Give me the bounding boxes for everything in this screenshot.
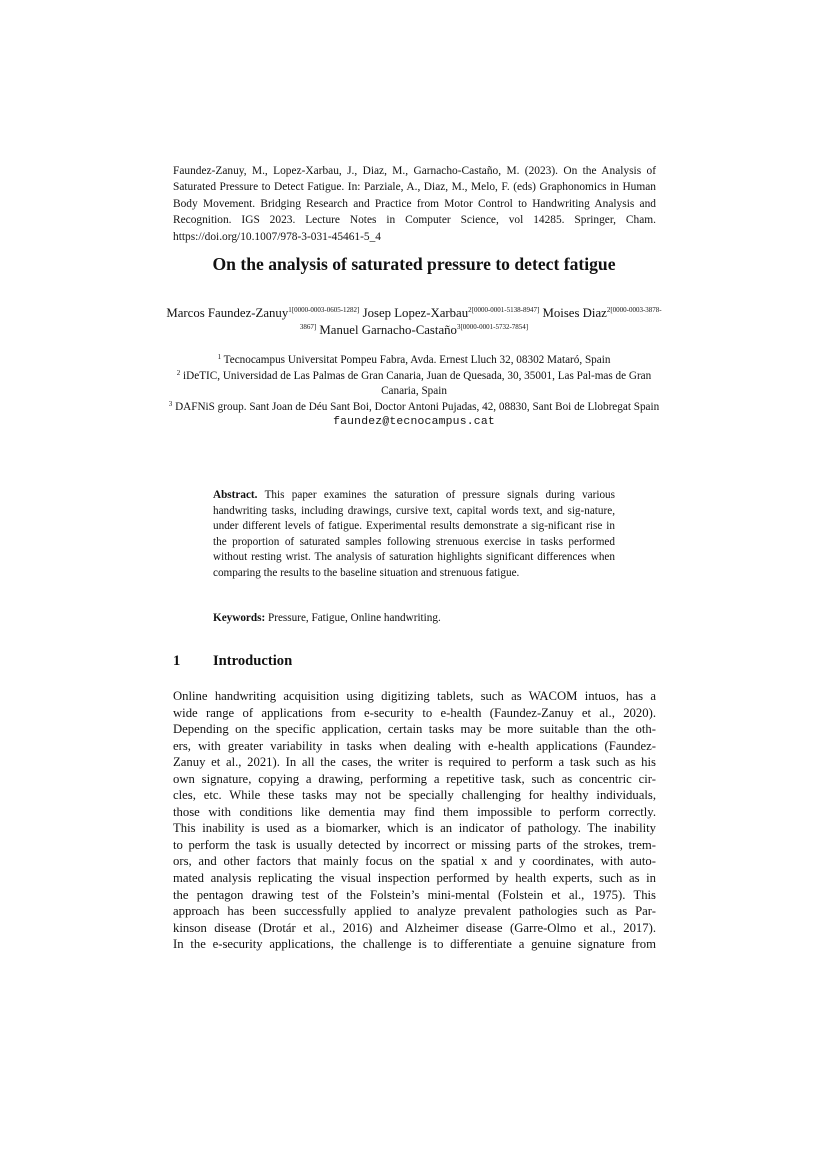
affiliation-item xyxy=(168,369,660,400)
abstract xyxy=(213,488,615,582)
affiliation-marker: 2 xyxy=(176,368,181,377)
author-orcid: 3[0000-0001-5732-7854] xyxy=(456,322,529,331)
keywords xyxy=(213,611,615,627)
body-text-line: mated analysis replicating the visual inspection performed by health experts, such as in xyxy=(173,871,656,886)
body-text-line: kinson disease (Drotár et al., 2016) and Alzheimer disease (Garre-Olmo et al., 2017). xyxy=(173,920,656,935)
paper-title: On the analysis of saturated pressure to detect fatigue xyxy=(212,254,616,274)
body-text-line: This inability is used as a biomarker, which is an indicator of pathology. The inability xyxy=(173,821,656,836)
affiliation-item xyxy=(168,400,660,416)
affiliation-list xyxy=(168,353,660,431)
body-text-line: own signature, copying a drawing, performing a repetitive task, such as concentric cir- xyxy=(173,771,656,786)
affiliation-item xyxy=(168,353,660,369)
author-name: Manuel Garnacho-Castaño xyxy=(319,322,457,337)
affiliation-text: iDeTIC, Universidad de Las Palmas de Gran Canaria, Juan de Quesada, 30, 35001, Las Pal-mas de Gran Canaria, Spain xyxy=(183,369,652,398)
body-text-line: ers, with greater variability in tasks when dealing with e-health applications (Faundez- xyxy=(173,738,656,753)
affiliation-text: Tecnocampus Universitat Pompeu Fabra, Avda. Ernest Lluch 32, 08302 Mataró, Spain xyxy=(223,354,611,366)
abstract-label: Abstract. xyxy=(213,489,258,501)
author-orcid: 1[0000-0003-0605-1282] xyxy=(288,306,360,314)
author-name: Moises Diaz xyxy=(542,306,607,320)
author-orcid: 2[0000-0001-5138-8947] xyxy=(468,306,540,314)
author-orcid: 2[0000-0003-3878-3867] xyxy=(299,306,662,331)
contact-email[interactable]: faundez@tecnocampus.cat xyxy=(333,416,495,429)
citation-block: Faundez-Zanuy, M., Lopez-Xarbau, J., Diaz, M., Garnacho-Castaño, M. (2023). On the Analysis of Saturated Pressure to Detect Fatigue. In: Parziale, A., Diaz, M., Melo, F. (eds) Graphonomics in Human Body Movement. Bridging Research and Practice from Motor Control to Handwriting Analysis and Recognition. IGS 2023. Lecture Notes in Computer Science, vol 14285. Springer, Cham. https://doi.org/10.1007/978-3-031-45461-5_4 xyxy=(173,165,656,243)
body-text-line: the pentagon drawing test of the Folstein’s mini-mental (Folstein et al., 1975). This xyxy=(173,887,656,902)
introduction-body xyxy=(173,688,656,953)
body-text-line: those with conditions like dementia may find them impossible to perform correctly. xyxy=(173,804,656,819)
section-number: 1 xyxy=(173,653,181,669)
body-text-line: Zanuy et al., 2021). In all the cases, the writer is required to perform a task such as his xyxy=(173,755,656,770)
body-text-line: Depending on the specific application, certain tasks may be more suitable than the oth- xyxy=(173,722,656,737)
body-text-line: wide range of applications from e-security to e-health (Faundez-Zanuy et al., 2020). xyxy=(173,705,656,720)
section-heading xyxy=(173,652,656,670)
author-name: Josep Lopez-Xarbau xyxy=(362,306,469,320)
affiliation-text: DAFNiS group. Sant Joan de Déu Sant Boi, Doctor Antoni Pujadas, 42, 08830, Sant Boi de Llobregat Spain xyxy=(175,400,660,413)
author-list xyxy=(160,305,668,338)
keywords-label: Keywords: xyxy=(213,612,266,624)
affiliation-marker: 3 xyxy=(168,399,173,408)
keywords-text: Pressure, Fatigue, Online handwriting. xyxy=(268,612,441,624)
body-text-line: ors, and other factors that mainly focus on the spatial x and y coordinates, with auto- xyxy=(173,854,656,869)
body-text-line: Online handwriting acquisition using digitizing tablets, such as WACOM intuos, has a xyxy=(173,689,656,703)
abstract-text: This paper examines the saturation of pressure signals during various handwriting tasks, including drawings, cursive text, capital words text, and sig-nature, under different levels of fatigue. Experimental results demonstrate a sig-nificant rise in the proportion of saturated samples following strenuous exercise in tasks performed without resting wrist. The analysis of saturation highlights significant differences when comparing the results to the baseline situation and strenuous fatigue. xyxy=(213,489,615,579)
body-text-line: cles, etc. While these tasks may not be specially challenging for healthy individuals, xyxy=(173,788,656,803)
affiliation-marker: 1 xyxy=(217,353,222,361)
author-name: Marcos Faundez-Zanuy xyxy=(166,306,289,320)
body-text-line: to perform the task is usually detected by incorrect or missing parts of the strokes, trem- xyxy=(173,837,656,852)
body-text-line: In the e-security applications, the challenge is to differentiate a genuine signature from xyxy=(173,937,656,952)
body-text-line: approach has been successfully applied to analyze prevalent pathologies such as Par- xyxy=(173,904,656,919)
section-title: Introduction xyxy=(213,653,293,669)
